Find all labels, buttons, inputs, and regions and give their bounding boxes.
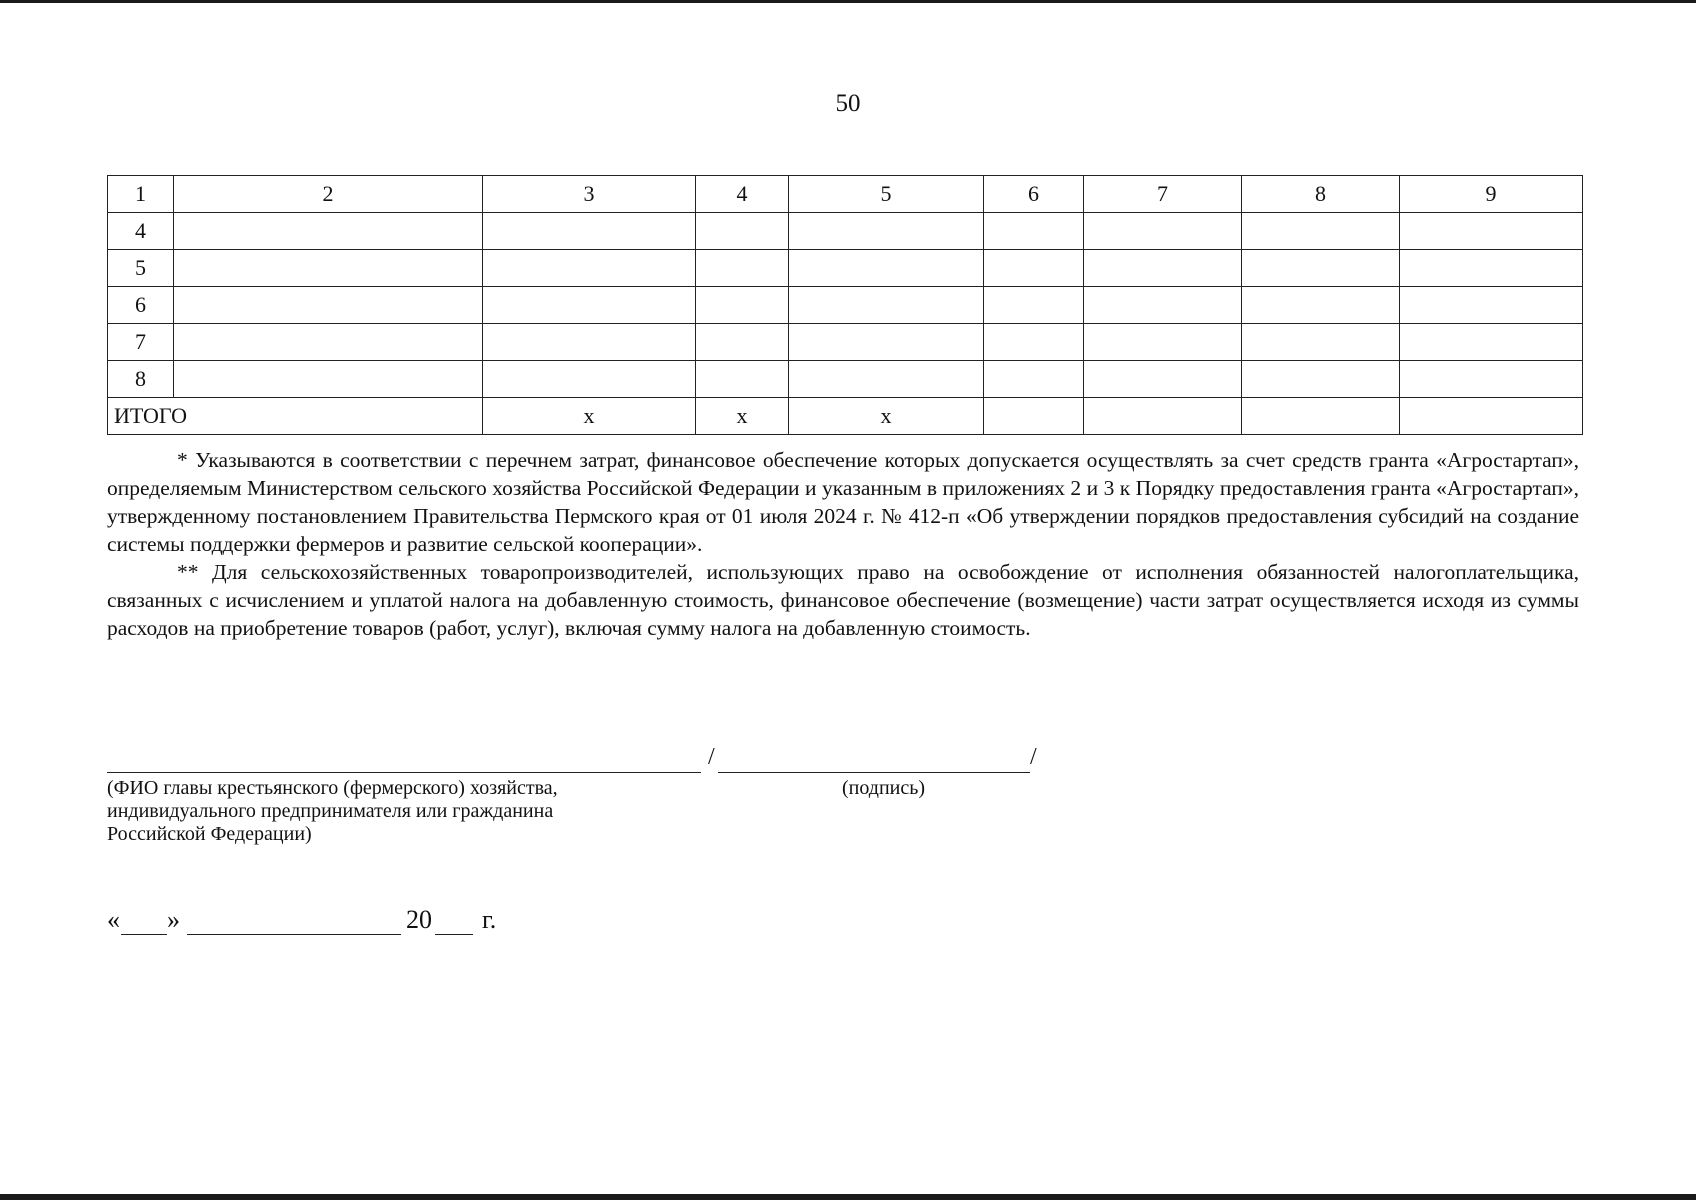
- table-cell: [483, 287, 696, 324]
- total-cell: [1242, 398, 1400, 435]
- footnotes: [107, 446, 1579, 642]
- date-close-quote: »: [167, 905, 180, 934]
- total-cell: x: [483, 398, 696, 435]
- table-cell: [789, 213, 984, 250]
- name-caption: [107, 777, 558, 846]
- table-cell: [696, 287, 789, 324]
- footnote-vat: ** Для сельскохозяйственных товаропроизводителей, использующих право на освобождение от исполнения обязанностей налогоплательщика, связанных с исчислением и уплатой налога на добавленную стоимость, финансовое обеспечение (возмещение) части затрат осуществляется исходя из суммы расходов на приобретение товаров (работ, услуг), включая сумму налога на добавленную стоимость.: [107, 560, 1579, 640]
- table-cell: [696, 361, 789, 398]
- year-prefix: 20: [406, 905, 432, 934]
- year-suffix: г.: [482, 905, 497, 934]
- table-cell: [1400, 250, 1583, 287]
- table-cell: [174, 361, 483, 398]
- table-row: [108, 213, 1583, 250]
- table-cell: [174, 324, 483, 361]
- table-row: [108, 361, 1583, 398]
- table-cell: [1084, 213, 1242, 250]
- table-header-cell: 2: [174, 176, 483, 213]
- table-cell: [1242, 213, 1400, 250]
- table-cell: [174, 250, 483, 287]
- table-cell: 8: [108, 361, 174, 398]
- table-row: [108, 250, 1583, 287]
- table-cell: [984, 324, 1084, 361]
- table-cell: 6: [108, 287, 174, 324]
- table-cell: [789, 287, 984, 324]
- table-cell: [1242, 250, 1400, 287]
- table-cell: [483, 361, 696, 398]
- total-cell: [984, 398, 1084, 435]
- name-caption-line: (ФИО главы крестьянского (фермерского) хозяйства,: [107, 777, 558, 799]
- table-cell: [1242, 361, 1400, 398]
- table-cell: [984, 361, 1084, 398]
- table-cell: [483, 213, 696, 250]
- table-cell: [696, 324, 789, 361]
- table-total-row: [108, 398, 1583, 435]
- table-cell: [789, 324, 984, 361]
- table-header-cell: 5: [789, 176, 984, 213]
- signature-slash-2: /: [1030, 744, 1037, 770]
- table-cell: [696, 250, 789, 287]
- table-cell: 4: [108, 213, 174, 250]
- table-cell: [984, 287, 1084, 324]
- table-header-cell: 1: [108, 176, 174, 213]
- table-header-cell: 4: [696, 176, 789, 213]
- day-blank-line: [121, 934, 167, 935]
- table-cell: [1084, 361, 1242, 398]
- table-cell: [1084, 287, 1242, 324]
- cost-table: [107, 175, 1583, 435]
- table-header-cell: 8: [1242, 176, 1400, 213]
- total-cell: x: [789, 398, 984, 435]
- table-cell: [483, 324, 696, 361]
- table-header-cell: 3: [483, 176, 696, 213]
- total-cell: [1084, 398, 1242, 435]
- table-cell: [1400, 324, 1583, 361]
- table-cell: [984, 213, 1084, 250]
- name-signature-line: [107, 772, 701, 773]
- table-cell: 7: [108, 324, 174, 361]
- table-cell: [1242, 324, 1400, 361]
- total-cell: [1400, 398, 1583, 435]
- month-blank-line: [187, 934, 401, 935]
- year-blank-line: [435, 934, 473, 935]
- table-cell: [1084, 250, 1242, 287]
- scan-top-edge: [0, 0, 1696, 3]
- name-caption-line: Российской Федерации): [107, 823, 312, 845]
- table-cell: [789, 250, 984, 287]
- signature-caption: (подпись): [842, 777, 926, 799]
- table-header-cell: 7: [1084, 176, 1242, 213]
- table-header-cell: 9: [1400, 176, 1583, 213]
- table-cell: [174, 213, 483, 250]
- scan-bottom-edge: [0, 1194, 1696, 1200]
- table-cell: [1400, 361, 1583, 398]
- total-cell: x: [696, 398, 789, 435]
- table-cell: [696, 213, 789, 250]
- date-open-quote: «: [107, 905, 120, 934]
- total-label: ИТОГО: [108, 398, 483, 435]
- table-row: [108, 324, 1583, 361]
- name-caption-line: индивидуального предпринимателя или гражданина: [107, 800, 554, 822]
- table-cell: [789, 361, 984, 398]
- table-cell: [1084, 324, 1242, 361]
- table-header-cell: 6: [984, 176, 1084, 213]
- table-cell: 5: [108, 250, 174, 287]
- table-cell: [1242, 287, 1400, 324]
- table-cell: [1400, 287, 1583, 324]
- signature-line: [718, 772, 1030, 773]
- table-cell: [984, 250, 1084, 287]
- footnote-cost-list: * Указываются в соответствии с перечнем затрат, финансовое обеспечение которых допускается осуществлять за счет средств гранта «Агростартап», определяемым Министерством сельского хозяйства Российской Федерации и указанным в приложениях 2 и 3 к Порядку предоставления гранта «Агростартап», утвержденному постановлением Правительства Пермского края от 01 июля 2024 г. № 412-п «Об утверждении порядков предоставления субсидий на создание системы поддержки фермеров и развитие сельской кооперации».: [107, 448, 1579, 556]
- table-cell: [174, 287, 483, 324]
- table-cell: [483, 250, 696, 287]
- signature-slash-1: /: [708, 744, 715, 770]
- table-cell: [1400, 213, 1583, 250]
- table-row: [108, 287, 1583, 324]
- page-number: 50: [835, 90, 861, 117]
- table-header-row: [108, 176, 1583, 213]
